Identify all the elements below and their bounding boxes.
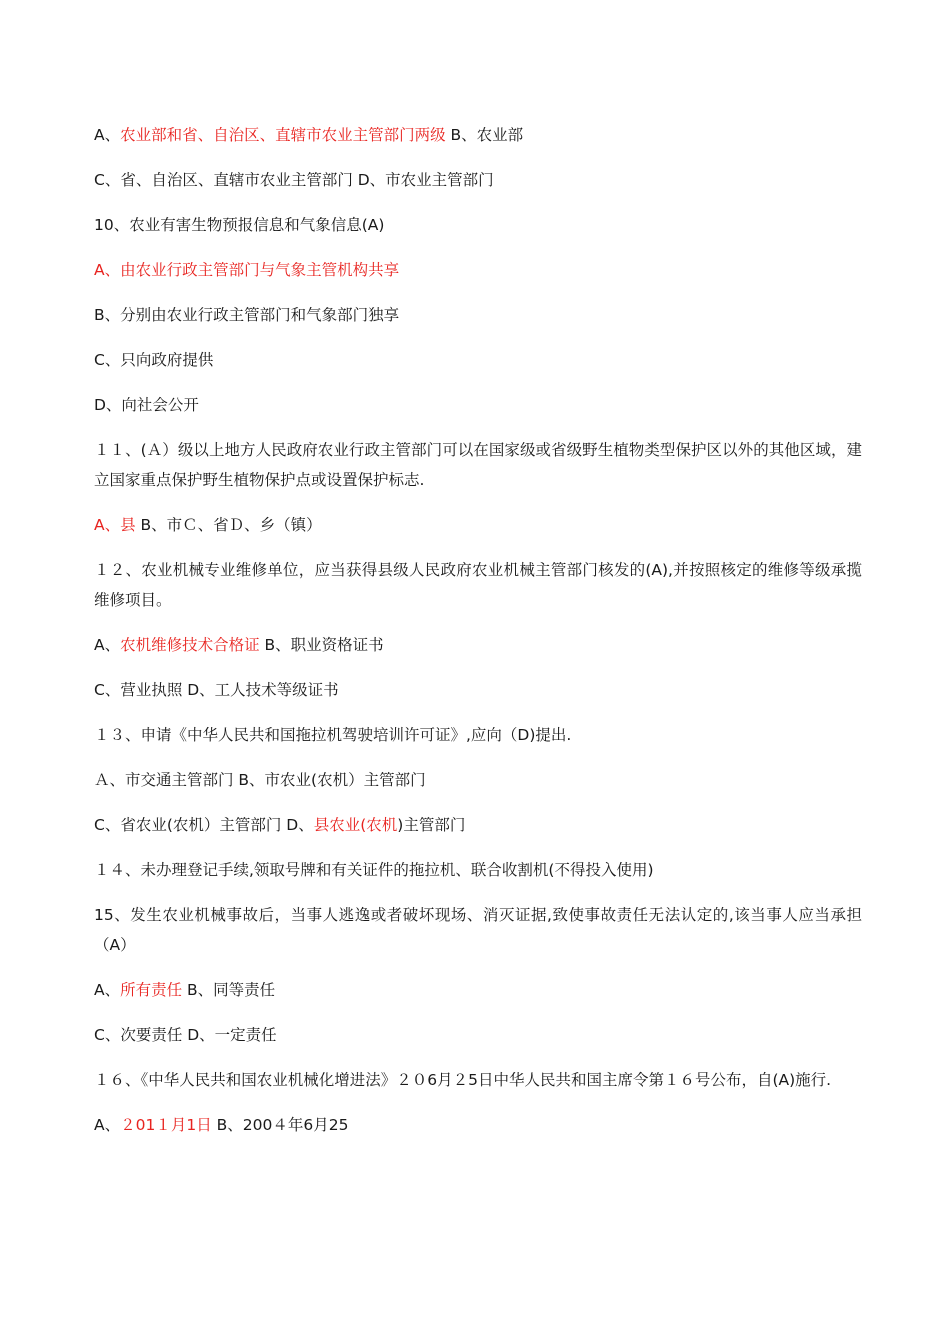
question-10: 10、农业有害生物预报信息和气象信息(A) — [94, 216, 385, 234]
option-text: B、职业资格证书 — [259, 636, 384, 654]
option-line: C、次要责任 D、一定责任 — [94, 1026, 277, 1044]
answer-highlight: 县农业(农机 — [313, 816, 398, 834]
option-line — [94, 514, 862, 536]
question-16: １６、《中华人民共和国农业机械化增进法》２０6月２5日中华人民共和国主席令第１６号公布，自(A)施行. — [94, 1071, 832, 1089]
question-13: １３、申请《中华人民共和国拖拉机驾驶培训许可证》,应向（D)提出. — [94, 726, 572, 744]
option-line: B、分别由农业行政主管部门和气象部门独享 — [94, 306, 400, 324]
option-line: D、向社会公开 — [94, 396, 199, 414]
option-line — [94, 814, 862, 836]
answer-highlight: 所有责任 — [120, 981, 183, 999]
question-12: １２、农业机械专业维修单位，应当获得县级人民政府农业机械主管部门核发的(A),并按照核定的维修等级承揽维修项目。 — [94, 561, 862, 609]
question-11: １１、(Ａ）级以上地方人民政府农业行政主管部门可以在国家级或省级野生植物类型保护区以外的其他区域，建立国家重点保护野生植物保护点或设置保护标志. — [94, 441, 862, 489]
option-label: A、 — [94, 126, 121, 144]
option-label: A、 — [94, 1116, 121, 1134]
option-text: )主管部门 — [397, 816, 466, 834]
option-label: A、 — [94, 636, 121, 654]
option-text: B、农业部 — [445, 126, 524, 144]
option-line: Ａ、市交通主管部门 B、市农业(农机）主管部门 — [94, 771, 426, 789]
option-text: B、200４年6月25 — [211, 1116, 349, 1134]
option-label: A、 — [94, 981, 121, 999]
answer-highlight: ２01１月1日 — [120, 1116, 212, 1134]
option-line — [94, 124, 862, 146]
document-body — [94, 124, 862, 1159]
answer-highlight: 农机维修技术合格证 — [120, 636, 260, 654]
question-14: １４、未办理登记手续,领取号牌和有关证件的拖拉机、联合收割机(不得投入使用) — [94, 861, 654, 879]
option-line: C、营业执照 D、工人技术等级证书 — [94, 681, 339, 699]
answer-highlight: A、由农业行政主管部门与气象主管机构共享 — [94, 261, 400, 279]
option-line: C、省、自治区、直辖市农业主管部门 D、市农业主管部门 — [94, 171, 494, 189]
answer-highlight: 农业部和省、自治区、直辖市农业主管部门两级 — [120, 126, 446, 144]
option-text: B、同等责任 — [182, 981, 276, 999]
option-line — [94, 1114, 862, 1136]
option-line: C、只向政府提供 — [94, 351, 214, 369]
option-text: B、市Ｃ、省Ｄ、乡（镇） — [135, 516, 322, 534]
option-line — [94, 979, 862, 1001]
option-line — [94, 634, 862, 656]
question-15: 15、发生农业机械事故后，当事人逃逸或者破坏现场、消灭证据,致使事故责任无法认定的,该当事人应当承担（A） — [94, 906, 862, 954]
option-text: C、省农业(农机）主管部门 D、 — [94, 816, 314, 834]
answer-highlight: A、县 — [94, 516, 136, 534]
